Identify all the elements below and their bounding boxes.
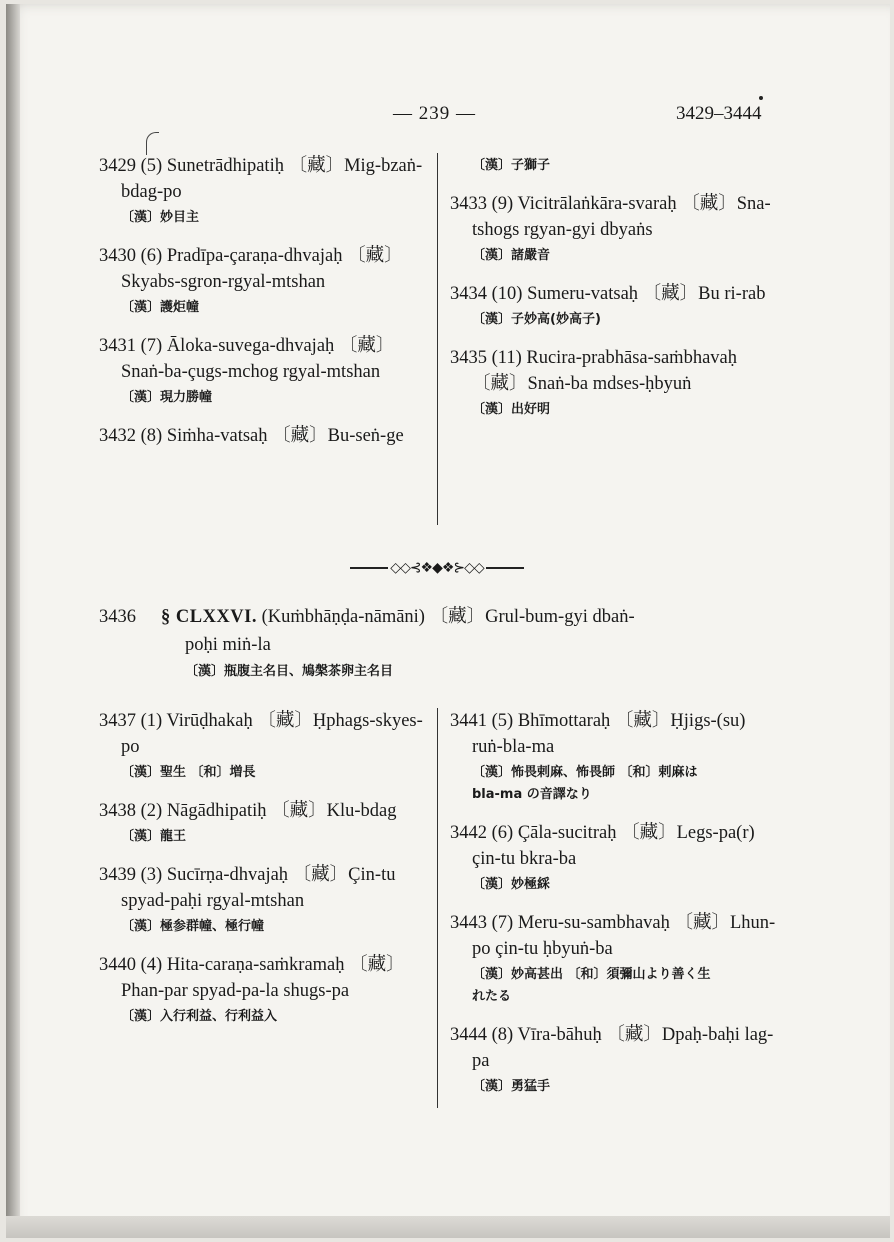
dictionary-entry — [450, 191, 780, 267]
entry-headword: 3435 (11) Rucira-prabhāsa-saṁbhavaḥ 〔藏〕Snaṅ-ba mdses-ḥbyuṅ — [450, 348, 737, 394]
section-chinese-gloss: 〔漢〕瓶腹主名目、鳩槃茶卵主名目 — [185, 664, 394, 679]
dictionary-entry — [99, 862, 431, 938]
dictionary-entry — [99, 798, 431, 848]
entry-gloss: 〔漢〕子妙高(妙高子) — [472, 312, 601, 327]
ornament-line-left — [350, 567, 388, 569]
dictionary-entry — [99, 333, 429, 409]
dictionary-entry — [99, 952, 431, 1028]
dictionary-entry — [450, 708, 780, 806]
entry-headword: 3434 (10) Sumeru-vatsaḥ 〔藏〕Bu ri-rab — [450, 284, 766, 304]
dictionary-entry — [450, 820, 780, 896]
dictionary-entry — [99, 243, 429, 319]
entry-gloss: 〔漢〕聖生 〔和〕増長 — [121, 765, 256, 780]
entry-gloss: 〔漢〕妙極綵 — [472, 877, 551, 892]
dictionary-entry — [450, 155, 780, 177]
entry-headword: 3443 (7) Meru-su-sambhavaḥ 〔藏〕Lhun-po çin-tu ḥbyuṅ-ba — [450, 913, 776, 959]
section-heading-continuation: poḥi miṅ-la — [185, 635, 271, 655]
entry-gloss: 〔漢〕極参群幢、極行幢 — [121, 919, 265, 934]
section-title-rest: (Kuṁbhāṇḍa-nāmāni) 〔藏〕Grul-bum-gyi dbaṅ- — [256, 607, 635, 627]
dictionary-entry — [450, 1022, 780, 1098]
entry-gloss: 〔漢〕妙高甚出 〔和〕須彌山より善く生 — [472, 967, 711, 982]
lower-right-column — [450, 708, 780, 1112]
entry-gloss: 〔漢〕現力勝幢 — [121, 390, 213, 405]
entry-gloss: 〔漢〕諸嚴音 — [472, 248, 551, 263]
entry-headword: 3437 (1) Virūḍhakaḥ 〔藏〕Ḥphags-skyes-po — [99, 711, 423, 757]
entry-headword: 3429 (5) Sunetrādhipatiḥ 〔藏〕Mig-bzaṅ-bdag-po — [99, 156, 423, 202]
entry-headword: 3431 (7) Āloka-suvega-dhvajaḥ 〔藏〕Snaṅ-ba-çugs-mchog rgyal-mtshan — [99, 336, 395, 382]
entry-headword: 3444 (8) Vīra-bāhuḥ 〔藏〕Dpaḥ-baḥi lag-pa — [450, 1025, 774, 1071]
next-page-edge — [6, 1216, 890, 1238]
dictionary-entry — [450, 281, 780, 331]
entry-gloss: 〔漢〕勇猛手 — [472, 1079, 551, 1094]
section-entry-number: 3436 — [99, 607, 136, 627]
ornament-glyphs: ◇◇⊰❖◆❖⊱◇◇ — [390, 560, 484, 576]
entry-headword: 3440 (4) Hita-caraṇa-saṁkramaḥ 〔藏〕Phan-par spyad-pa-la shugs-pa — [99, 955, 405, 1001]
dictionary-entry — [450, 345, 780, 421]
entry-headword: 3439 (3) Sucīrṇa-dhvajaḥ 〔藏〕Çin-tu spyad-paḥi rgyal-mtshan — [99, 865, 396, 911]
ornament-line-right — [486, 567, 524, 569]
entry-range: 3429–3444 — [676, 103, 762, 124]
entry-gloss: 〔漢〕入行利益、行利益入 — [121, 1009, 278, 1024]
entry-gloss: 〔漢〕妙目主 — [121, 210, 200, 225]
upper-right-column — [450, 153, 780, 435]
page-number: — 239 — — [393, 103, 476, 124]
lower-column-divider — [437, 708, 438, 1108]
section-title: § CLXXVI. — [161, 607, 257, 627]
dictionary-entry — [99, 708, 431, 784]
lower-left-column — [99, 708, 431, 1042]
dictionary-entry — [99, 423, 429, 449]
pencil-mark — [146, 132, 159, 155]
dictionary-entry — [99, 153, 429, 229]
section-heading-block — [99, 603, 799, 683]
entry-gloss: 〔漢〕出好明 — [472, 402, 551, 417]
page-binding-shadow — [6, 4, 20, 1234]
entry-headword: 3432 (8) Siṁha-vatsaḥ 〔藏〕Bu-seṅ-ge — [99, 426, 404, 446]
entry-headword: 3430 (6) Pradīpa-çaraṇa-dhvajaḥ 〔藏〕Skyabs-sgron-rgyal-mtshan — [99, 246, 403, 292]
entry-gloss: 〔漢〕龍王 — [121, 829, 187, 844]
dictionary-entry — [450, 910, 780, 1008]
upper-left-column — [99, 153, 429, 463]
entry-gloss: 〔漢〕怖畏剌麻、怖畏師 〔和〕剌麻は — [472, 765, 698, 780]
upper-column-divider — [437, 153, 438, 525]
entry-gloss: れたる — [472, 989, 512, 1004]
entry-headword: 3442 (6) Çāla-sucitraḥ 〔藏〕Legs-pa(r) çin-tu bkra-ba — [450, 823, 755, 869]
entry-headword: 3441 (5) Bhīmottaraḥ 〔藏〕Ḥjigs-(su) ruṅ-bla-ma — [450, 711, 746, 757]
section-ornament — [350, 560, 524, 576]
entry-headword: 3433 (9) Vicitrālaṅkāra-svaraḥ 〔藏〕Sna-tshogs rgyan-gyi dbyaṅs — [450, 194, 771, 240]
entry-gloss: bla-ma の音譯なり — [472, 787, 592, 802]
entry-headword: 3438 (2) Nāgādhipatiḥ 〔藏〕Klu-bdag — [99, 801, 397, 821]
section-heading — [99, 603, 799, 631]
entry-gloss: 〔漢〕子獅子 — [472, 158, 551, 173]
ink-dot — [759, 96, 763, 100]
entry-gloss: 〔漢〕護炬幢 — [121, 300, 200, 315]
